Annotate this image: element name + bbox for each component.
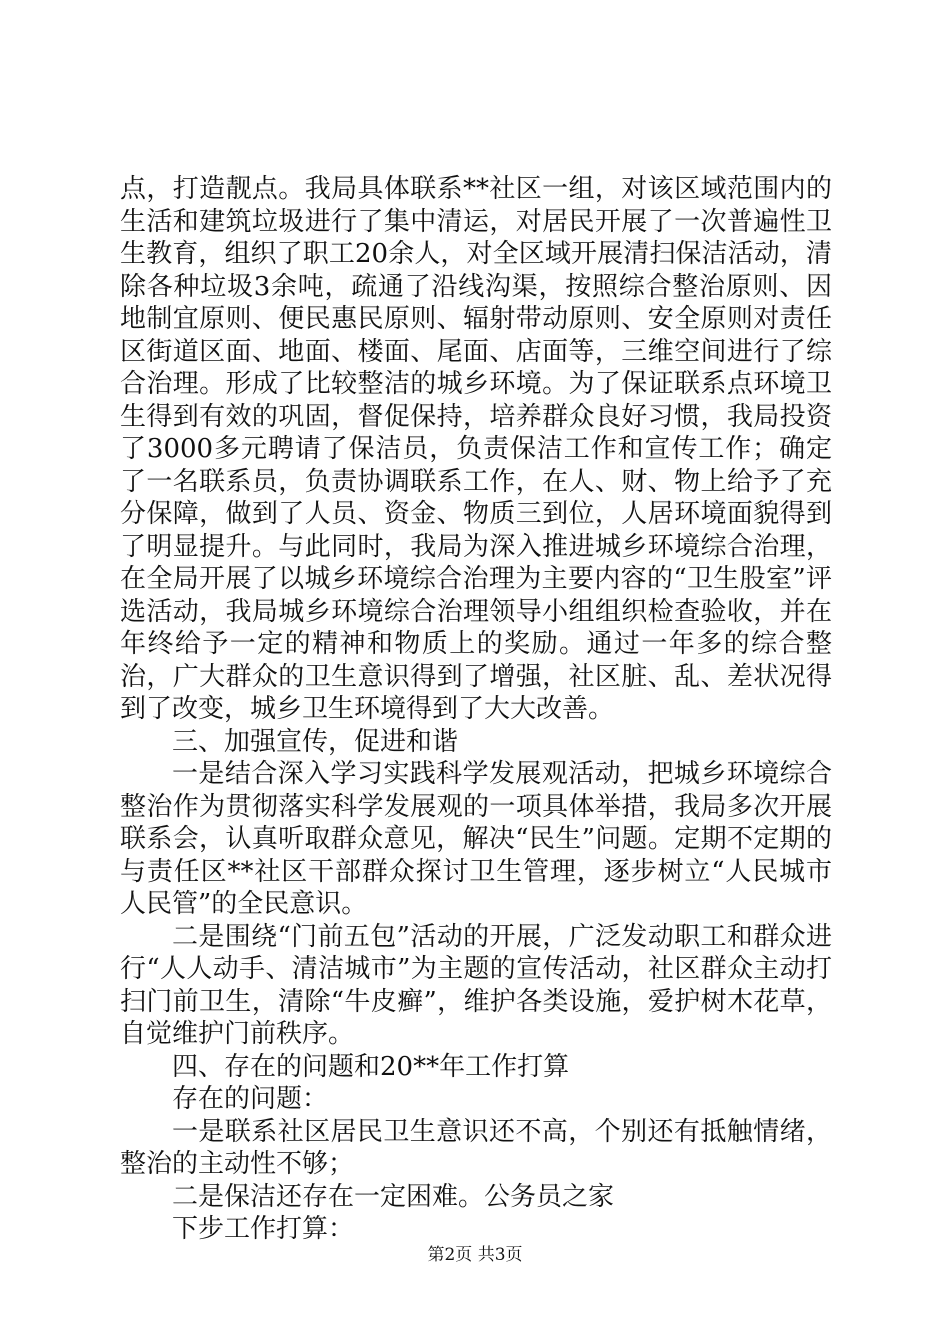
heading-section-three: 三、加强宣传，促进和谐	[172, 726, 459, 757]
page-footer: 第2页 共3页	[427, 1245, 523, 1265]
paragraph-problem-two: 二是保洁还存在一定困难。公务员之家	[172, 1181, 615, 1212]
subheading-next-steps: 下步工作打算：	[172, 1214, 355, 1244]
document-body	[120, 173, 832, 1246]
subheading-problems: 存在的问题：	[172, 1084, 329, 1114]
heading-section-four: 四、存在的问题和20**年工作打算	[172, 1051, 570, 1082]
paragraph-continued-cleanup: 点，打造靓点。我局具体联系**社区一组，对该区域范围内的生活和建筑垃圾进行了集中清运，对居民开展了一次普遍性卫生教育，组织了职工20余人，对全区域开展清扫保洁活动，清除各种垃圾3余吨，疏通了沿线沟渠，按照综合整治原则、因地制宜原则、便民惠民原则、辐射带动原则、安全原则对责任区街道区面、地面、楼面、尾面、店面等，三维空间进行了综合治理。形成了比较整洁的城乡环境。为了保证联系点环境卫生得到有效的巩固，督促保持，培养群众良好习惯，我局投资了3000多元聘请了保洁员，负责保洁工作和宣传工作；确定了一名联系员，负责协调联系工作，在人、财、物上给予了充分保障，做到了人员、资金、物质三到位，人居环境面貌得到了明显提升。与此同时，我局为深入推进城乡环境综合治理，在全局开展了以城乡环境综合治理为主要内容的“卫生股室”评选活动，我局城乡环境综合治理领导小组组织检查验收，并在年终给予一定的精神和物质上的奖励。通过一年多的综合整治，广大群众的卫生意识得到了增强，社区脏、乱、差状况得到了改变，城乡卫生环境得到了大大改善。	[120, 174, 832, 724]
paragraph-problem-one: 一是联系社区居民卫生意识还不高，个别还有抵触情绪，整治的主动性不够；	[120, 1116, 832, 1179]
paragraph-point-two: 二是围绕“门前五包”活动的开展，广泛发动职工和群众进行“人人动手、清洁城市”为主题的宣传活动，社区群众主动打扫门前卫生，清除“牛皮癣”，维护各类设施，爱护树木花草，自觉维护门前秩序。	[120, 921, 832, 1049]
paragraph-point-one: 一是结合深入学习实践科学发展观活动，把城乡环境综合整治作为贯彻落实科学发展观的一项具体举措，我局多次开展联系会，认真听取群众意见，解决“民生”问题。定期不定期的与责任区**社区干部群众探讨卫生管理，逐步树立“人民城市人民管”的全民意识。	[120, 759, 832, 919]
